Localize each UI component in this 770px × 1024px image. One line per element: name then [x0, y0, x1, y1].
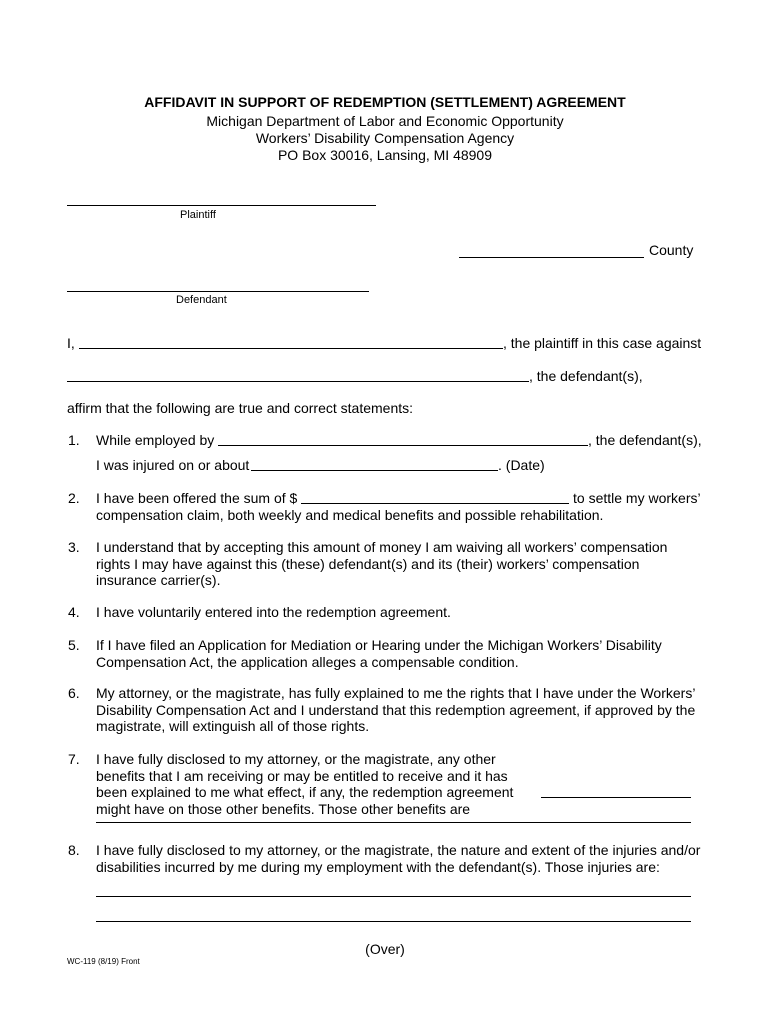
defendant-label: Defendant — [176, 294, 227, 306]
item-8-text: I have fully disclosed to my attorney, or the magistrate, the nature and extent of the injuries and/or disabilities incurred by me during my employment with the defendant(s). Those injuries are: — [96, 842, 701, 875]
item-6-number: 6. — [68, 685, 80, 701]
item-2-text-a: I have been offered the sum of $ — [96, 490, 298, 506]
item-4-number: 4. — [68, 604, 80, 620]
item-7-number: 7. — [68, 751, 80, 767]
injuries-field-2[interactable] — [96, 921, 691, 922]
item-1-text-a: While employed by — [96, 432, 215, 448]
item-2-text-c: compensation claim, both weekly and medical benefits and possible rehabilitation. — [96, 507, 604, 523]
plaintiff-name-field[interactable] — [67, 205, 376, 206]
agency-address: PO Box 30016, Lansing, MI 48909 — [277, 147, 493, 163]
item-1-text-b: , the defendant(s), — [588, 432, 702, 448]
item-2-text-b: to settle my workers’ — [573, 490, 701, 506]
plaintiff-label: Plaintiff — [180, 209, 216, 221]
item-5-text: If I have filed an Application for Mediation or Hearing under the Michigan Workers’ Disability Compensation Act, the application alleges a compensable condition. — [96, 637, 662, 670]
affirm-statement: affirm that the following are true and correct statements: — [67, 400, 414, 416]
county-label: County — [649, 242, 694, 258]
affiant-name-field[interactable] — [79, 348, 503, 349]
county-field[interactable] — [459, 257, 644, 258]
agency-name: Workers’ Disability Compensation Agency — [255, 130, 515, 146]
other-benefits-field-2[interactable] — [96, 822, 691, 823]
defendants-text: , the defendant(s), — [529, 368, 643, 384]
other-benefits-field-1[interactable] — [541, 797, 691, 798]
defendants-names-field[interactable] — [67, 381, 529, 382]
department-name: Michigan Department of Labor and Economic Opportunity — [206, 113, 564, 129]
item-8-number: 8. — [68, 842, 80, 858]
injury-date-field[interactable] — [251, 470, 498, 471]
form-id: WC-119 (8/19) Front — [67, 957, 140, 966]
item-5-number: 5. — [68, 637, 80, 653]
item-7-text: I have fully disclosed to my attorney, or the magistrate, any other benefits that I am receiving or may be entitled to receive and it has been explained to me what effect, if any, the redemption agreement might have on those other benefits. Those other benefits are — [96, 751, 514, 817]
plaintiff-against-text: , the plaintiff in this case against — [503, 335, 702, 351]
item-3-text: I understand that by accepting this amount of money I am waiving all workers’ compensation rights I may have against this (these) defendant(s) and its (their) workers’ compensation insurance carrier(s). — [96, 539, 668, 588]
item-6-text: My attorney, or the magistrate, has fully explained to me the rights that I have under the Workers’ Disability Compensation Act and I understand that this redemption agreement, if approved by the magistrate, will extinguish all of those rights. — [96, 685, 696, 734]
item-2-number: 2. — [68, 490, 80, 506]
over-indicator: (Over) — [365, 941, 405, 957]
item-1-text-c: I was injured on or about — [96, 457, 250, 473]
injuries-field-1[interactable] — [96, 896, 691, 897]
employer-field[interactable] — [218, 445, 588, 446]
item-1-text-d: . (Date) — [498, 457, 545, 473]
settlement-amount-field[interactable] — [301, 503, 569, 504]
item-1-number: 1. — [68, 432, 80, 448]
form-title: AFFIDAVIT IN SUPPORT OF REDEMPTION (SETTLEMENT) AGREEMENT — [144, 94, 626, 110]
item-4-text: I have voluntarily entered into the redemption agreement. — [96, 604, 451, 620]
item-3-number: 3. — [68, 539, 80, 555]
defendant-name-field[interactable] — [67, 291, 369, 292]
i-prefix: I, — [67, 335, 75, 351]
